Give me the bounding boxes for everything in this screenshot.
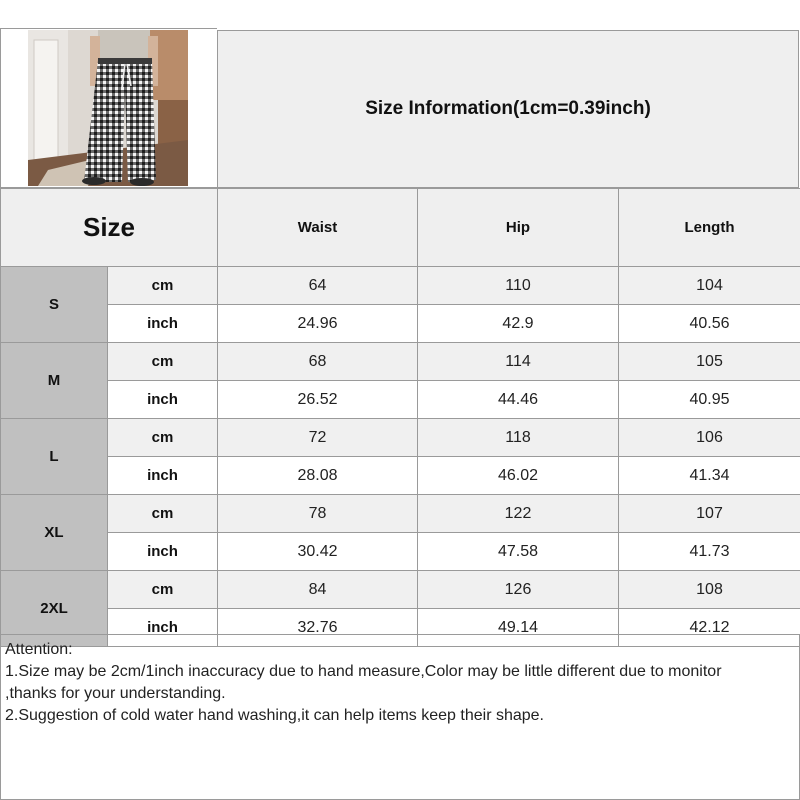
size-label-cell: L (1, 419, 108, 495)
unit-label-cell: inch (108, 457, 218, 495)
table-row (1, 419, 800, 457)
waist-value-cell: 26.52 (218, 381, 418, 419)
unit-label-cell: cm (108, 343, 218, 381)
table-row (1, 571, 800, 609)
hip-value-cell: 46.02 (418, 457, 619, 495)
table-header-row (1, 189, 800, 267)
waist-value-cell: 24.96 (218, 305, 418, 343)
table-row (1, 381, 800, 419)
waist-value-cell: 64 (218, 267, 418, 305)
hip-value-cell: 49.14 (418, 609, 619, 647)
unit-label-cell: cm (108, 571, 218, 609)
waist-value-cell: 72 (218, 419, 418, 457)
hip-value-cell: 47.58 (418, 533, 619, 571)
hip-value-cell: 110 (418, 267, 619, 305)
size-column-header: Size (1, 189, 218, 267)
unit-label-cell: cm (108, 267, 218, 305)
table-row (1, 495, 800, 533)
notes-line-3: 2.Suggestion of cold water hand washing,it can help items keep their shape. (5, 707, 544, 724)
unit-label-cell: inch (108, 381, 218, 419)
length-value-cell: 107 (619, 495, 800, 533)
size-table (0, 188, 800, 647)
product-photo (28, 30, 188, 186)
length-value-cell: 42.12 (619, 609, 800, 647)
table-row (1, 267, 800, 305)
notes-line-1: 1.Size may be 2cm/1inch inaccuracy due to hand measure,Color may be little different due to monitor (5, 663, 722, 680)
size-label-cell: S (1, 267, 108, 343)
size-label-cell: M (1, 343, 108, 419)
notes-heading: Attention: (5, 641, 73, 658)
unit-label-cell: cm (108, 495, 218, 533)
waist-value-cell: 32.76 (218, 609, 418, 647)
unit-label-cell: cm (108, 419, 218, 457)
length-value-cell: 40.56 (619, 305, 800, 343)
length-value-cell: 41.34 (619, 457, 800, 495)
table-row (1, 343, 800, 381)
table-row (1, 457, 800, 495)
length-value-cell: 105 (619, 343, 800, 381)
waist-value-cell: 30.42 (218, 533, 418, 571)
length-column-header: Length (619, 189, 800, 267)
hip-value-cell: 42.9 (418, 305, 619, 343)
length-value-cell: 41.73 (619, 533, 800, 571)
hip-value-cell: 122 (418, 495, 619, 533)
table-row (1, 533, 800, 571)
hip-value-cell: 114 (418, 343, 619, 381)
unit-label-cell: inch (108, 609, 218, 647)
size-label-cell: 2XL (1, 571, 108, 647)
size-label-cell: XL (1, 495, 108, 571)
waist-value-cell: 84 (218, 571, 418, 609)
unit-label-cell: inch (108, 305, 218, 343)
waist-value-cell: 28.08 (218, 457, 418, 495)
hip-column-header: Hip (418, 189, 619, 267)
notes-line-2: ,thanks for your understanding. (5, 685, 226, 702)
size-info-title: Size Information(1cm=0.39inch) (217, 30, 799, 188)
length-value-cell: 104 (619, 267, 800, 305)
hip-value-cell: 118 (418, 419, 619, 457)
hip-value-cell: 126 (418, 571, 619, 609)
length-value-cell: 40.95 (619, 381, 800, 419)
hip-value-cell: 44.46 (418, 381, 619, 419)
waist-value-cell: 68 (218, 343, 418, 381)
waist-value-cell: 78 (218, 495, 418, 533)
waist-column-header: Waist (218, 189, 418, 267)
unit-label-cell: inch (108, 533, 218, 571)
table-row (1, 305, 800, 343)
length-value-cell: 108 (619, 571, 800, 609)
length-value-cell: 106 (619, 419, 800, 457)
attention-notes (0, 634, 800, 800)
